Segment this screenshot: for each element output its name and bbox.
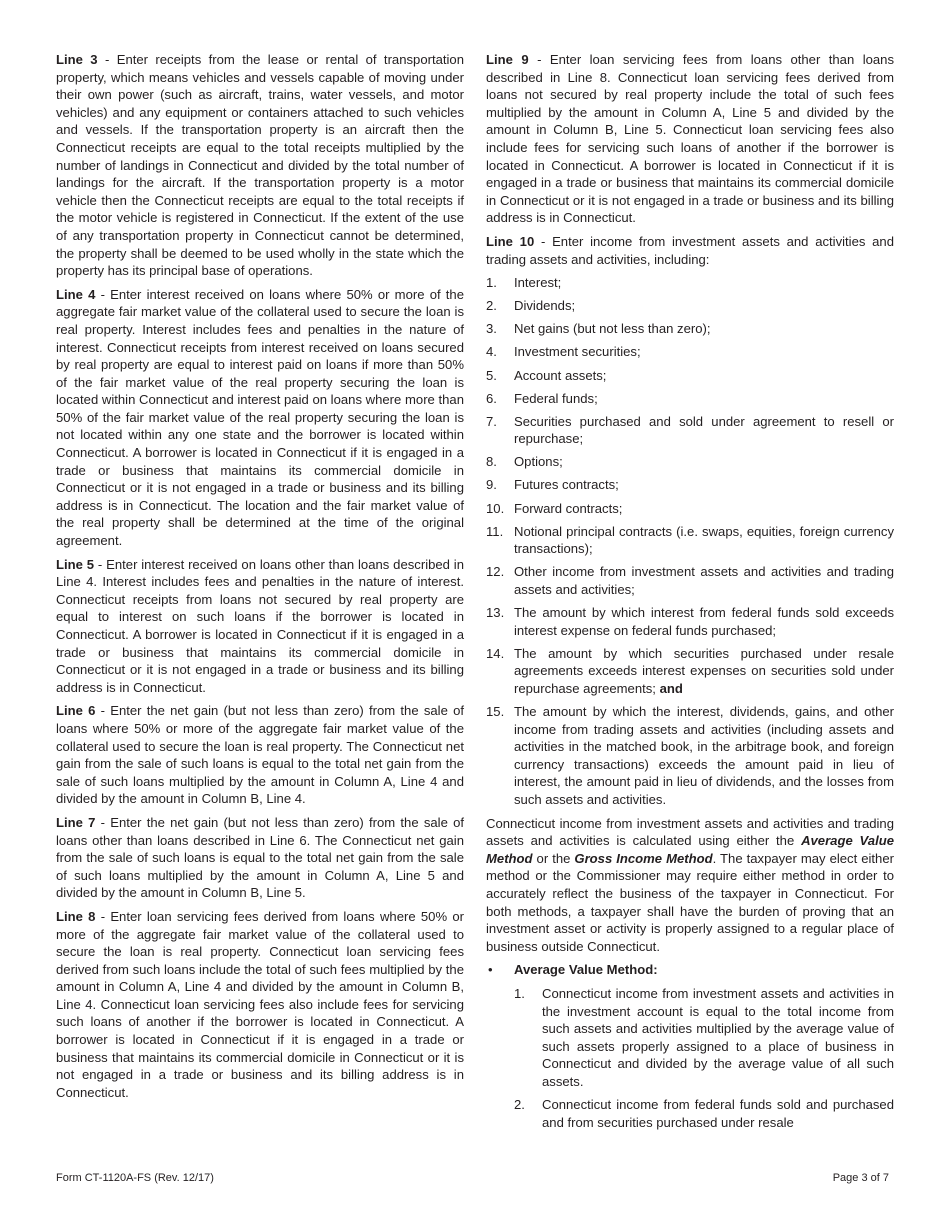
- list-item: [486, 563, 894, 598]
- line-7-paragraph: [56, 814, 464, 902]
- list-item-text: The amount by which interest from federal funds sold exceeds interest expense on federal funds purchased;: [514, 605, 894, 638]
- list-item-number: 11.: [486, 523, 504, 539]
- summary-text-c: . The taxpayer may elect either method or the Commissioner may require either method in order to accurately reflect the business of the taxpayer in Connecticut. For both methods, a taxpayer shall have the burden of proving that an investment asset or activity is properly assigned to a regular place of business outside Connecticut.: [486, 850, 894, 954]
- list-item-number: 1.: [514, 985, 525, 1001]
- page-number-footer: Page 3 of 7: [832, 1172, 889, 1184]
- list-item-number: 13.: [486, 605, 505, 621]
- line-5-text: - Enter interest received on loans other than loans described in Line 4. Interest includes fees and penalties in the nature of interest. Connecticut receipts from loans not secured by real property are equal to interest on such loans if the borrower is located in Connecticut. A borrower is located in Connecticut if it is engaged in a trade or business that maintains its commercial domicile in Connecticut or it is not engaged in a trade or business and its billing address is in Connecticut.: [56, 556, 464, 695]
- line-9-label: Line 9: [486, 52, 529, 67]
- list-item: [514, 1096, 894, 1131]
- list-item: [486, 343, 894, 361]
- line-9-text: - Enter loan servicing fees from loans other than loans described in Line 8. Connecticut loan servicing fees derived from loans not secured by real property include the total of such fees multiplied by the amount in Column A, Line 5 and divided by the amount in Column B, Line 5. Connecticut loan servicing fees also include fees for servicing such loans of another if the borrower is located in Connecticut. A borrower is located in Connecticut if it is engaged in a trade or business that maintains its commercial domicile in Connecticut or it is not engaged in a trade or business and its billing address is in Connecticut.: [486, 52, 894, 226]
- list-item-number: 2.: [514, 1097, 525, 1113]
- summary-text-b: or the: [532, 850, 575, 866]
- list-item-number: 3.: [486, 321, 497, 337]
- list-item: [486, 413, 894, 448]
- list-item: [514, 985, 894, 1091]
- line-4-label: Line 4: [56, 286, 96, 302]
- line-9-paragraph: [486, 51, 894, 227]
- list-item: [486, 645, 894, 698]
- average-value-method-term: Average Value Method: [486, 833, 894, 866]
- list-item-text: Investment securities;: [514, 344, 641, 360]
- line-8-label: Line 8: [56, 908, 96, 924]
- bullet-icon: •: [488, 962, 493, 978]
- list-item-text: Options;: [514, 454, 563, 470]
- list-item-text: Notional principal contracts (i.e. swaps, equities, foreign currency transactions);: [514, 523, 894, 557]
- list-item: [486, 476, 894, 494]
- list-item: [486, 703, 894, 809]
- list-item: [486, 453, 894, 471]
- list-item-number: 12.: [486, 564, 505, 580]
- line-4-paragraph: [56, 286, 464, 550]
- line-6-label: Line 6: [56, 703, 96, 719]
- list-item-number: 5.: [486, 367, 497, 383]
- list-item: [486, 523, 894, 558]
- list-item-number: 7.: [486, 413, 497, 429]
- list-item-number: 1.: [486, 275, 497, 291]
- average-value-method-list: [486, 985, 894, 1132]
- line-10-label: Line 10: [486, 233, 535, 249]
- list-item-number: 9.: [486, 477, 497, 493]
- line-3-text: - Enter receipts from the lease or rental of transportation property, which means vehicles and vessels capable of moving under their own power (such as aircraft, trains, water vessels, and motor vehicles) and any equipment or containers attached to such vehicles and vessels. If the transportation property is an aircraft then the Connecticut receipts are equal to the total receipts multiplied by the number of landings in Connecticut and divided by the total number of landings for the aircraft. If the transportation property is a motor vehicle then the Connecticut receipts are equal to the total receipts if the motor vehicle is registered in Connecticut. If the extent of the use of any transportation property in Connecticut cannot be determined, the property shall be deemed to be used wholly in the state which the property has its principal base of operations.: [56, 52, 464, 279]
- line-10-text: - Enter income from investment assets and activities and trading assets and activities, including:: [486, 233, 894, 267]
- list-item-number: 4.: [486, 344, 497, 360]
- list-item-text: Connecticut income from federal funds sold and purchased and from securities purchased under resale: [542, 1097, 894, 1131]
- summary-text-a: Connecticut income from investment assets and activities and trading assets and activities is calculated using either the: [486, 815, 894, 849]
- list-item-text: Federal funds;: [514, 390, 598, 406]
- list-item-text: Net gains (but not less than zero);: [514, 321, 711, 337]
- bullet-heading-text: Average Value Method:: [514, 962, 658, 978]
- list-item-text: Other income from investment assets and activities and trading assets and activities;: [514, 564, 894, 597]
- line-7-text: - Enter the net gain (but not less than zero) from the sale of loans other than loans described in Line 6. The Connecticut net gain from the sale of such loans is equal to the total net gain from the sale of such loans multiplied by the amount in Column A, Line 5 and divided by the amount in Column B, Line 5.: [56, 814, 464, 901]
- list-item: [486, 390, 894, 408]
- gross-income-method-term: Gross Income Method: [574, 850, 713, 866]
- methods-summary-paragraph: [486, 815, 894, 956]
- list-item-number: 15.: [486, 704, 505, 719]
- list-item-text: Securities purchased and sold under agreement to resell or repurchase;: [514, 413, 894, 447]
- line-5-label: Line 5: [56, 556, 95, 572]
- line-6-paragraph: [56, 702, 464, 808]
- form-id-footer: Form CT-1120A-FS (Rev. 12/17): [56, 1172, 214, 1184]
- list-item-text: The amount by which securities purchased under resale agreements exceeds interest expenses on securities sold under repurchase agreements;: [514, 645, 894, 696]
- list-item: [486, 500, 894, 518]
- list-item-text: Futures contracts;: [514, 477, 619, 493]
- line-4-text: - Enter interest received on loans where 50% or more of the aggregate fair market value of the collateral used to secure the loan is real property. Interest includes fees and penalties in the nature of interest. Connecticut receipts from interest received on loans secured by real property are equal to interest paid on loans if more than 50% of the fair market value of the real property securing the loan is located within Connecticut and interest paid on loans where more than 50% of the fair market value of the real property securing the loan is not located within any one state and the borrower is located within Connecticut. A borrower is located in Connecticut if it is engaged in a trade or business that maintains its commercial domicile in Connecticut or it is not engaged in a trade or business and its billing address is in Connecticut. The location and the fair market value of the real property shall be determined at the time of the original agreement.: [56, 286, 464, 549]
- list-item: [486, 367, 894, 385]
- list-item-text: Dividends;: [514, 298, 576, 314]
- line-3-paragraph: [56, 51, 464, 280]
- list-item-number: 6.: [486, 390, 497, 406]
- line-3-label: Line 3: [56, 52, 98, 67]
- average-value-method-heading: [486, 961, 894, 979]
- line-10-paragraph: [486, 233, 894, 268]
- line-8-text: - Enter loan servicing fees derived from loans where 50% or more of the aggregate fair market value of the collateral used to secure the loan is real property. Connecticut loan servicing fees derived from such loans include the total of such fees multiplied by the amount in Column A, Line 4 and divided by the amount in Column B, Line 4. Connecticut loan servicing fees also include fees for servicing such loans of another if the borrower is located in Connecticut. A borrower is located in Connecticut if it is engaged in a trade or business that maintains its commercial domicile in Connecticut or it is not engaged in a trade or business and its billing address is in Connecticut.: [56, 908, 464, 1100]
- line-6-text: - Enter the net gain (but not less than zero) from the sale of loans where 50% or more of the aggregate fair market value of the collateral used to secure the loan is real property. The Connecticut net gain from the sale of such loans is equal to the total net gain from the sale of such loans multiplied by the amount in Column A, Line 4 and divided by the amount in Column B, Line 4.: [56, 703, 464, 807]
- left-column: [56, 51, 464, 1107]
- list-item-text: Forward contracts;: [514, 500, 623, 516]
- list-item-bold-and: and: [659, 680, 683, 696]
- list-item-number: 10.: [486, 500, 505, 516]
- list-item-text: Account assets;: [514, 367, 607, 383]
- list-item: [486, 297, 894, 315]
- list-item-text: Connecticut income from investment assets and activities in the investment account is equal to the total income from such assets and activities multiplied by the average value of such assets properly assigned to a place of business in Connecticut and divided by the average value of all such assets.: [542, 985, 894, 1089]
- list-item: [486, 604, 894, 639]
- income-items-list: [486, 274, 894, 808]
- line-5-paragraph: [56, 556, 464, 697]
- list-item: [486, 320, 894, 338]
- line-8-paragraph: [56, 908, 464, 1102]
- right-column: [486, 51, 894, 1138]
- list-item-number: 2.: [486, 298, 497, 314]
- list-item-text: The amount by which the interest, dividends, gains, and other income from trading assets and activities (including assets and activities in the matched book, in the arbitrage book, and foreign currency transactions) exceeds the amount paid in lieu of interest, the amount paid in lieu of dividends, and the losses from such assets and activities.: [514, 704, 894, 807]
- list-item-number: 14.: [486, 645, 505, 661]
- list-item-number: 8.: [486, 454, 497, 470]
- list-item: [486, 274, 894, 292]
- list-item-text: Interest;: [514, 275, 562, 291]
- line-7-label: Line 7: [56, 814, 96, 830]
